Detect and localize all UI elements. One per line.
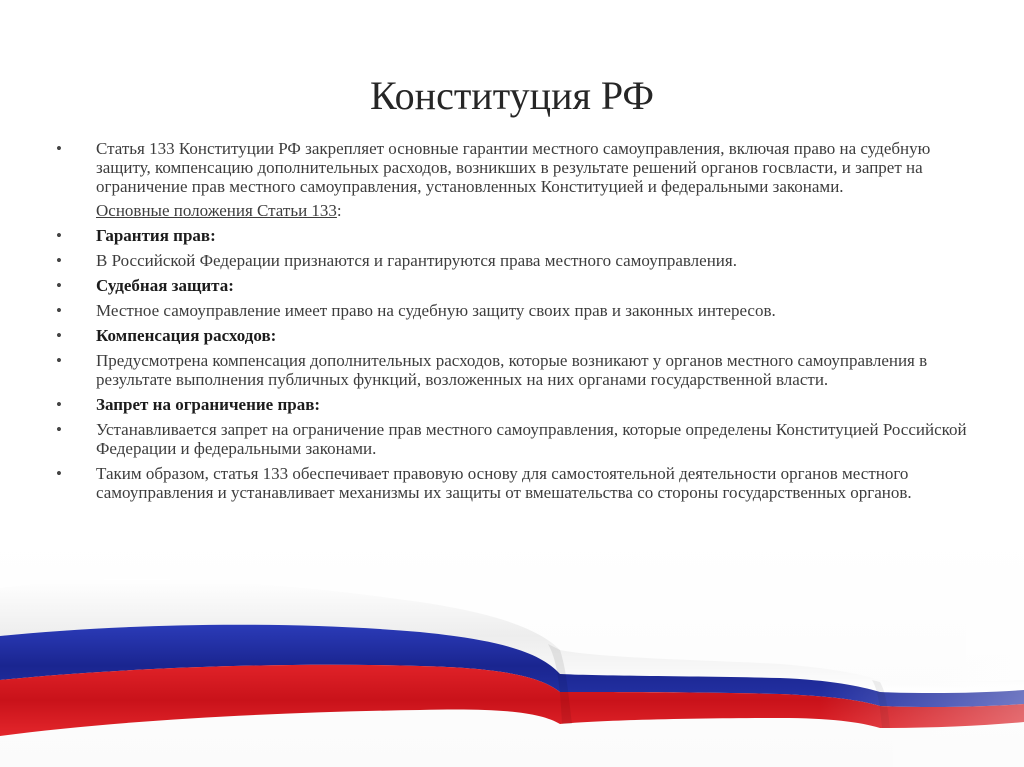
list-item (52, 351, 982, 389)
list-item (52, 301, 982, 320)
slide-title: Конституция РФ (369, 73, 655, 118)
list-item (52, 464, 982, 502)
bullet-icon: • (56, 395, 62, 414)
bullet-icon: • (56, 226, 62, 245)
item-text: Предусмотрена компенсация дополнительных расходов, которые возникают у органов местного самоуправления в результате выполнения публичных функций, возложенных на них органами государственной власти. (96, 351, 928, 389)
bullet-icon: • (56, 351, 62, 370)
item-heading: Запрет на ограничение прав: (96, 395, 321, 414)
item-text: В Российской Федерации признаются и гарантируются права местного самоуправления. (96, 251, 737, 270)
list-item (52, 276, 982, 295)
section-subheading: Основные положения Статьи 133 (96, 201, 337, 220)
bullet-icon: • (56, 326, 62, 345)
bullet-icon: • (56, 139, 62, 158)
bullet-icon: • (56, 251, 62, 270)
subheading-suffix: : (336, 201, 342, 220)
list-item (52, 395, 982, 414)
russian-flag-ribbon-icon (0, 540, 1024, 767)
list-item (52, 201, 982, 220)
list-item (52, 139, 982, 196)
bullet-icon: • (56, 420, 62, 439)
bullet-icon: • (56, 464, 62, 483)
item-heading: Компенсация расходов: (96, 326, 277, 345)
list-item (52, 251, 982, 270)
list-item (52, 326, 982, 345)
bullet-list (52, 139, 982, 508)
bullet-icon: • (56, 301, 62, 320)
item-heading: Гарантия прав: (96, 226, 216, 245)
item-text: Статья 133 Конституции РФ закрепляет основные гарантии местного самоуправления, включая право на судебную защиту, компенсацию дополнительных расходов, возникших в результате решений органов госвласти, и запрет на ограничение прав местного самоуправления, установленных Конституцией и федеральными законами. (96, 139, 931, 196)
item-text: Устанавливается запрет на ограничение прав местного самоуправления, которые определены Конституцией Российской Федерации и федеральными законами. (96, 420, 967, 458)
item-text: Таким образом, статья 133 обеспечивает правовую основу для самостоятельной деятельности органов местного самоуправления и устанавливает механизмы их защиты от вмешательства со стороны государственных органов. (96, 464, 912, 502)
item-text: Местное самоуправление имеет право на судебную защиту своих прав и законных интересов. (96, 301, 776, 320)
bullet-icon: • (56, 276, 62, 295)
item-heading: Судебная защита: (96, 276, 234, 295)
list-item (52, 420, 982, 458)
list-item (52, 226, 982, 245)
